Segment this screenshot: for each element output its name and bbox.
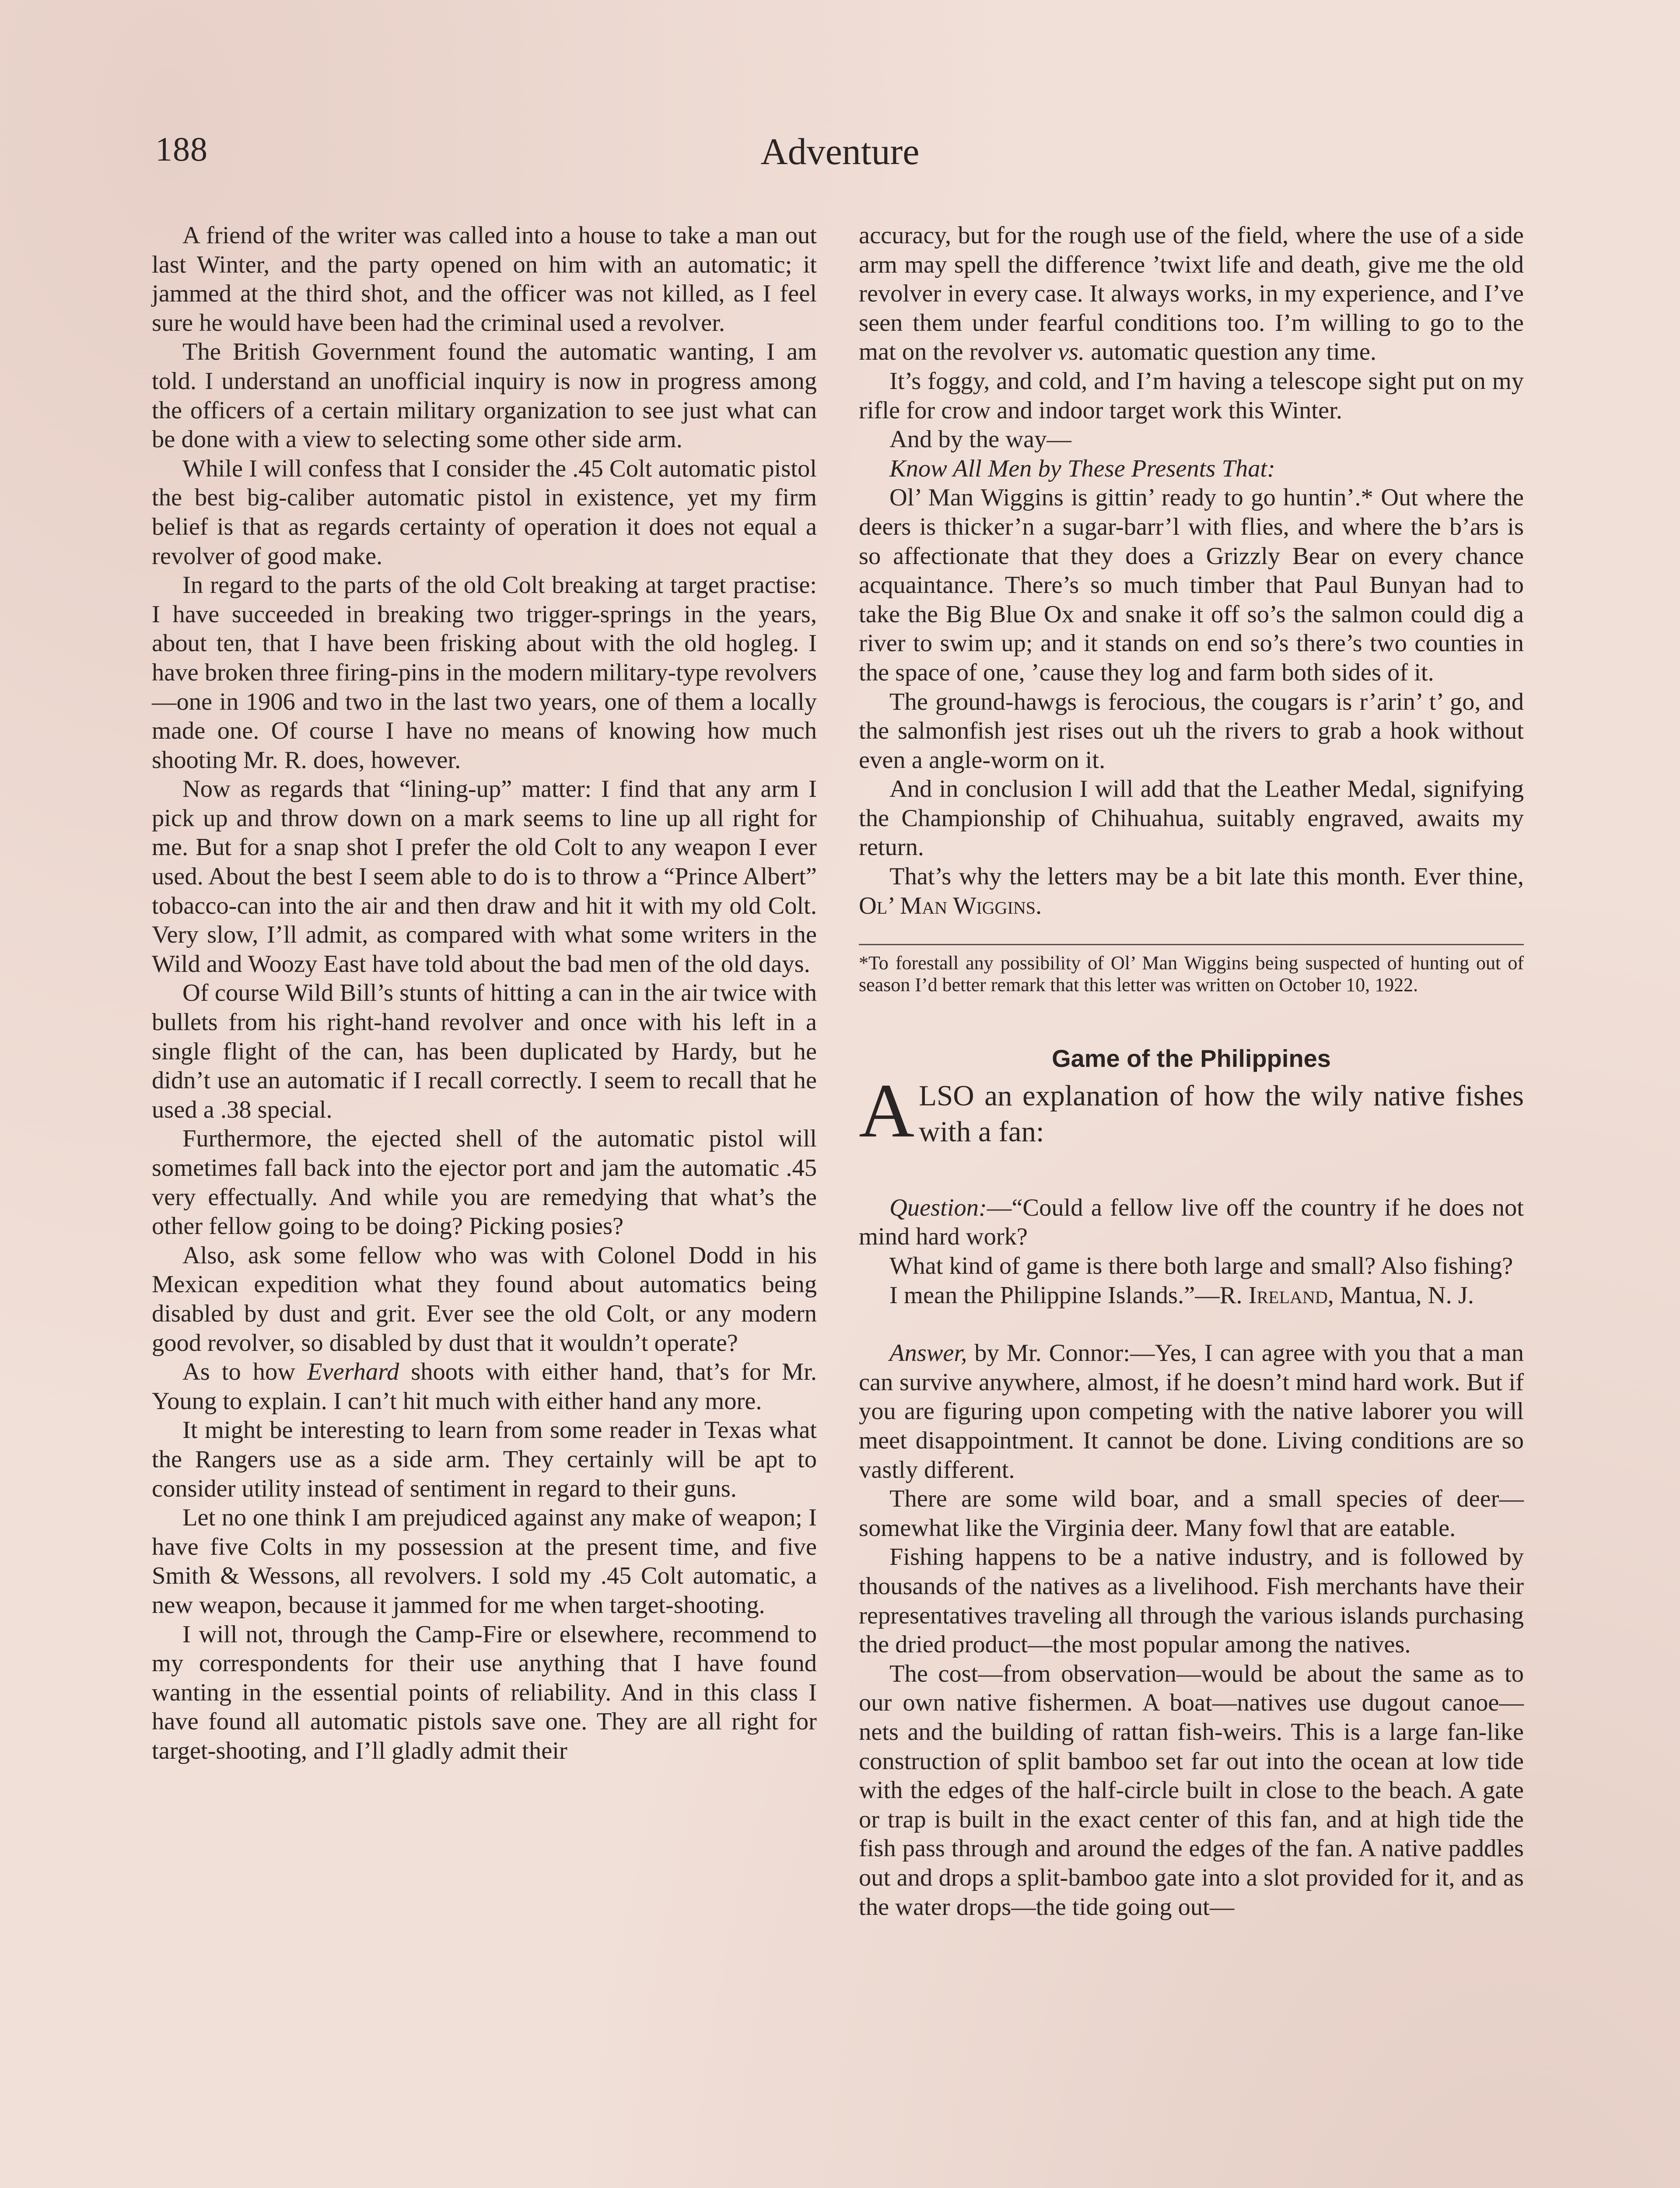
paragraph (859, 454, 1524, 484)
drop-cap: A (859, 1068, 915, 1154)
paragraph: Also, ask some fellow who was with Colonel Dodd in his Mexican expedition what they found about automatics being disabled by dust and grit. Ever see the old Colt, or any modern good revolver, so disabled by dust that it wouldn’t operate? (152, 1241, 817, 1357)
paragraph: What kind of game is there both large and small? Also fishing? (889, 1252, 1513, 1280)
text-run: As to how (182, 1358, 308, 1386)
text-run: That’s why the letters may be a bit late this month. Ever thine, (889, 863, 1524, 891)
section-heading: Game of the Philippines (1052, 1045, 1331, 1073)
question-place: Mantua, N. J. (1334, 1281, 1474, 1309)
page-number: 188 (155, 130, 208, 168)
paragraph: In regard to the parts of the old Colt breaking at target practise: I have succeeded in breaking two trigger-springs in the years, about ten, that I have been frisking about with the old hogleg. I have broken three firing-pins in the modern military-type revolvers—one in 1906 and two in the last two years, one of them a locally made one. Of course I have no means of knowing how much shooting Mr. R. does, however. (152, 572, 817, 774)
paragraph: It might be interesting to learn from some reader in Texas what the Rangers use as a side arm. They certainly will be apt to consider utility instead of sentiment in regard to their guns. (152, 1417, 817, 1502)
left-column (152, 221, 817, 1765)
text-run: I mean the Philippine Islands.”— (889, 1281, 1220, 1309)
paragraph: And by the way— (889, 426, 1071, 453)
paragraph: A friend of the writer was called into a house to take a man out last Winter, and the party opened on him with an automatic; it jammed at the third shot, and the officer was not killed, as I feel sure he would have been had the criminal used a revolver. (152, 222, 817, 337)
page-header (155, 130, 1525, 178)
signature: Ol’ Man Wiggins. (859, 892, 1042, 919)
paragraph: Let no one think I am prejudiced against any make of weapon; I have five Colts in my possession at the present time, and five Smith & Wessons, all revolvers. I sold my .45 Colt automatic, a new weapon, because it jammed for me when target-shooting. (152, 1504, 817, 1619)
question-text: —“Could a fellow live off the country if he does not mind hard work? (859, 1194, 1524, 1251)
question-author: R. Ireland, (1219, 1281, 1334, 1309)
question (859, 1193, 1524, 1252)
footnote: *To forestall any possibility of Ol’ Man Wiggins being suspected of hunting out of season I’d better remark that this letter was written on October 10, 1922. (859, 944, 1524, 996)
answer (859, 1339, 1524, 1484)
paragraph: There are some wild boar, and a small species of deer—somewhat like the Virginia deer. Many fowl that are eatable. (859, 1485, 1524, 1542)
section-lead (859, 1068, 1524, 1154)
paragraph (859, 1281, 1524, 1310)
paragraph: Fishing happens to be a native industry, and is followed by thousands of the natives as a livelihood. Fish merchants have their representatives traveling all through the various islands purchasing the dried product—the most popular among the natives. (859, 1543, 1524, 1659)
paragraph: The British Government found the automatic wanting, I am told. I understand an unofficial inquiry is now in progress among the officers of a certain military organization to see just what can be done with a view to selecting some other side arm. (152, 338, 817, 453)
text-run: shoots with either hand, that’s for Mr. Young to explain. I can’t hit much with either hand any more. (152, 1358, 817, 1415)
answer-text: by Mr. Connor:—Yes, I can agree with you that a man can survive anywhere, almost, if he doesn’t mind hard work. But if you are figuring upon competing with the native laborer you will meet disappointment. It cannot be done. Living conditions are so vastly different. (859, 1339, 1524, 1483)
text-run: automatic question any time. (1085, 338, 1377, 366)
paragraph: It’s foggy, and cold, and I’m having a telescope sight put on my rifle for crow and indoor target work this Winter. (859, 367, 1524, 424)
paragraph: Furthermore, the ejected shell of the automatic pistol will sometimes fall back into the ejector port and jam the automatic .45 very effectually. And while you are remedying that what’s the other fellow going to be doing? Picking posies? (152, 1125, 817, 1240)
paragraph: While I will confess that I consider the .45 Colt automatic pistol the best big-caliber automatic pistol in existence, yet my firm belief is that as regards certainty of operation it does not equal a revolver of good make. (152, 455, 817, 570)
paragraph (859, 862, 1524, 920)
paragraph: I will not, through the Camp-Fire or elsewhere, recommend to my correspondents for their use anything that I have found wanting in the essential points of reliability. And in this class I have found all automatic pistols save one. They are all right for target-shooting, and I’ll gladly admit their (152, 1620, 817, 1764)
paragraph: Now as regards that “lining-up” matter: I find that any arm I pick up and throw down on a mark seems to line up all right for me. But for a snap shot I prefer the old Colt to any weapon I ever used. About the best I seem able to do is to throw a “Prince Albert” tobacco-can into the air and then draw and hit it with my old Colt. Very slow, I’ll admit, as compared with what some writers in the Wild and Woozy East have told about the bad men of the old days. (152, 775, 817, 978)
italic-proclamation: Know All Men by These Presents That: (889, 455, 1275, 482)
lead-text: LSO an explanation of how the wily native fishes with a fan: (919, 1079, 1524, 1148)
running-title: Adventure (760, 130, 920, 172)
paragraph (152, 1357, 817, 1416)
italic-vs: vs. (1057, 338, 1085, 366)
text-run: accuracy, but for the rough use of the field, where the use of a side arm may spell the difference ’twixt life and death, give me the old revolver in every case. It always works, in my experience, and I’ve seen them under fearful conditions too. I’m willing to go to the mat on the revolver (859, 222, 1524, 366)
paragraph: Of course Wild Bill’s stunts of hitting a can in the air twice with bullets from his right-hand revolver and once with his left in a single flight of the can, has been duplicated by Hardy, but he didn’t use an automatic if I recall correctly. I seem to recall that he used a .38 special. (152, 979, 817, 1123)
paragraph: Ol’ Man Wiggins is gittin’ ready to go huntin’.* Out where the deers is thicker’n a sugar-barr’l with flies, and where the b’ars is so affectionate that they does a Grizzly Bear on every chance acquaintance. There’s so much timber that Paul Bunyan had to take the Big Blue Ox and snake it off so’s the salmon could dig a river to swim up; and it stands on end so’s there’s two counties in the space of one, ’cause they log and farm both sides of it. (859, 484, 1524, 686)
paragraph: The ground-hawgs is ferocious, the cougars is r’arin’ t’ go, and the salmonfish jest rises out uh the rivers to grab a hook without even a angle-worm on it. (859, 688, 1524, 774)
question-label: Question: (889, 1194, 987, 1221)
italic-name: Everhard (307, 1358, 399, 1386)
right-column (859, 221, 1524, 1922)
answer-label: Answer, (889, 1339, 967, 1367)
paragraph-continuation (859, 221, 1524, 367)
paragraph: And in conclusion I will add that the Leather Medal, signifying the Championship of Chihuahua, suitably engraved, awaits my return. (859, 775, 1524, 861)
paragraph: The cost—from observation—would be about the same as to our own native fishermen. A boat—natives use dugout canoe—nets and the building of rattan fish-weirs. This is a large fan-like construction of split bamboo set far out into the ocean at low tide with the edges of the half-circle built in close to the beach. A gate or trap is built in the exact center of this fan, and at high tide the fish pass through and around the edges of the fan. A native paddles out and drops a split-bamboo gate into a slot provided for it, and as the water drops—the tide going out— (859, 1660, 1524, 1921)
